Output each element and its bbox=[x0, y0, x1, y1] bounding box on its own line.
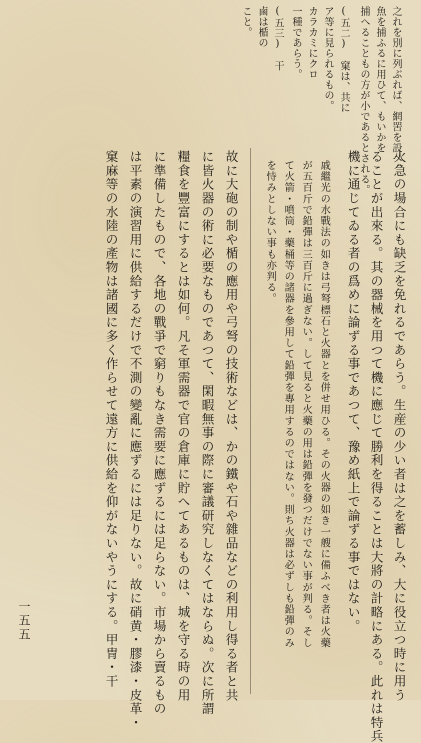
note-column: 魚を捕ふるに用ひて、もいかを bbox=[374, 6, 385, 153]
note-column: こと。 bbox=[240, 6, 251, 38]
body-text-column: ることが出來る。其の器械を用つて機に應じて勝利を得ることは大將の計略にある。此れは特兵 bbox=[368, 150, 384, 743]
note-divider bbox=[250, 148, 251, 694]
note-column: ア等に見られるもの。 bbox=[322, 6, 333, 111]
body-text-column: 糧食を豐富にするとは如何。凡そ軍需器で官の倉庫に貯へてあるものは、城を守る時の用 bbox=[175, 150, 191, 702]
note-column: 一種であらう。 bbox=[290, 6, 301, 80]
page-number: 一五五 bbox=[17, 600, 31, 642]
note-column: 捕へることもの方が小であるとされる。 bbox=[358, 6, 369, 195]
body-text-column: は平素の演習用に供給するだけで不測の變亂に應ずるには足りない。故に硝黄・膠漆・皮革・ bbox=[127, 150, 143, 730]
quoted-passage-column: て火箭・噴筒・藥桶等の諸器を參用して鉛彈を專用するのではない。則ち火器は必ずしも鉛彈のみ bbox=[282, 160, 294, 649]
body-text-column: 故に大砲の制や楯の應用や弓弩の技術などは、かの鐵や石や雜品などの利用し得る者と共 bbox=[223, 150, 239, 702]
quoted-passage-column: 戚繼光の水戰法の如きは弓弩標石と火器とを併せ用ひる。その火器の如き一艘に備ふべき者は火藥 bbox=[318, 160, 330, 649]
note-column: (五二) 窠は、共に bbox=[338, 6, 349, 113]
note-column: (五三) 干 bbox=[272, 6, 283, 71]
body-text-column: 窠麻等の水陸の產物は諸國に多く作らせて遠方に供給を仰がないやうにする。甲冑・干 bbox=[103, 150, 119, 689]
note-column: 之れを別に列ぶれば、網罟を設へ、 bbox=[390, 6, 401, 174]
note-column: カラカミにクロ bbox=[306, 6, 317, 80]
body-text-column: 機に通じてゐる者の爲めに論ずる事であつて、豫め紙上で論ずる事ではない。 bbox=[345, 150, 361, 633]
body-text-column: 火急の場合にも缺乏を免れるであらう。生産の少い者は之を蓄しみ、大に役立つ時に用う bbox=[391, 150, 407, 702]
quoted-passage-column: が五百斤で鉛彈は三百斤に過ぎない。して見ると火藥の用は鉛彈を發つだけでない事が判る。そし bbox=[300, 160, 312, 649]
quoted-passage-column: を恃みとしない事も亦判る。 bbox=[264, 160, 276, 305]
note-column: 鹵は楯の bbox=[256, 6, 267, 48]
body-text-column: に準備したもので、各地の戰爭で窮りもなき需要に應ずるには足らない。市場から賣るもの bbox=[151, 150, 167, 716]
body-text-column: に皆火器の術に必要なものであつて、閑暇無事の際に審議研究しなくてはならぬ。次に所謂 bbox=[199, 150, 215, 716]
